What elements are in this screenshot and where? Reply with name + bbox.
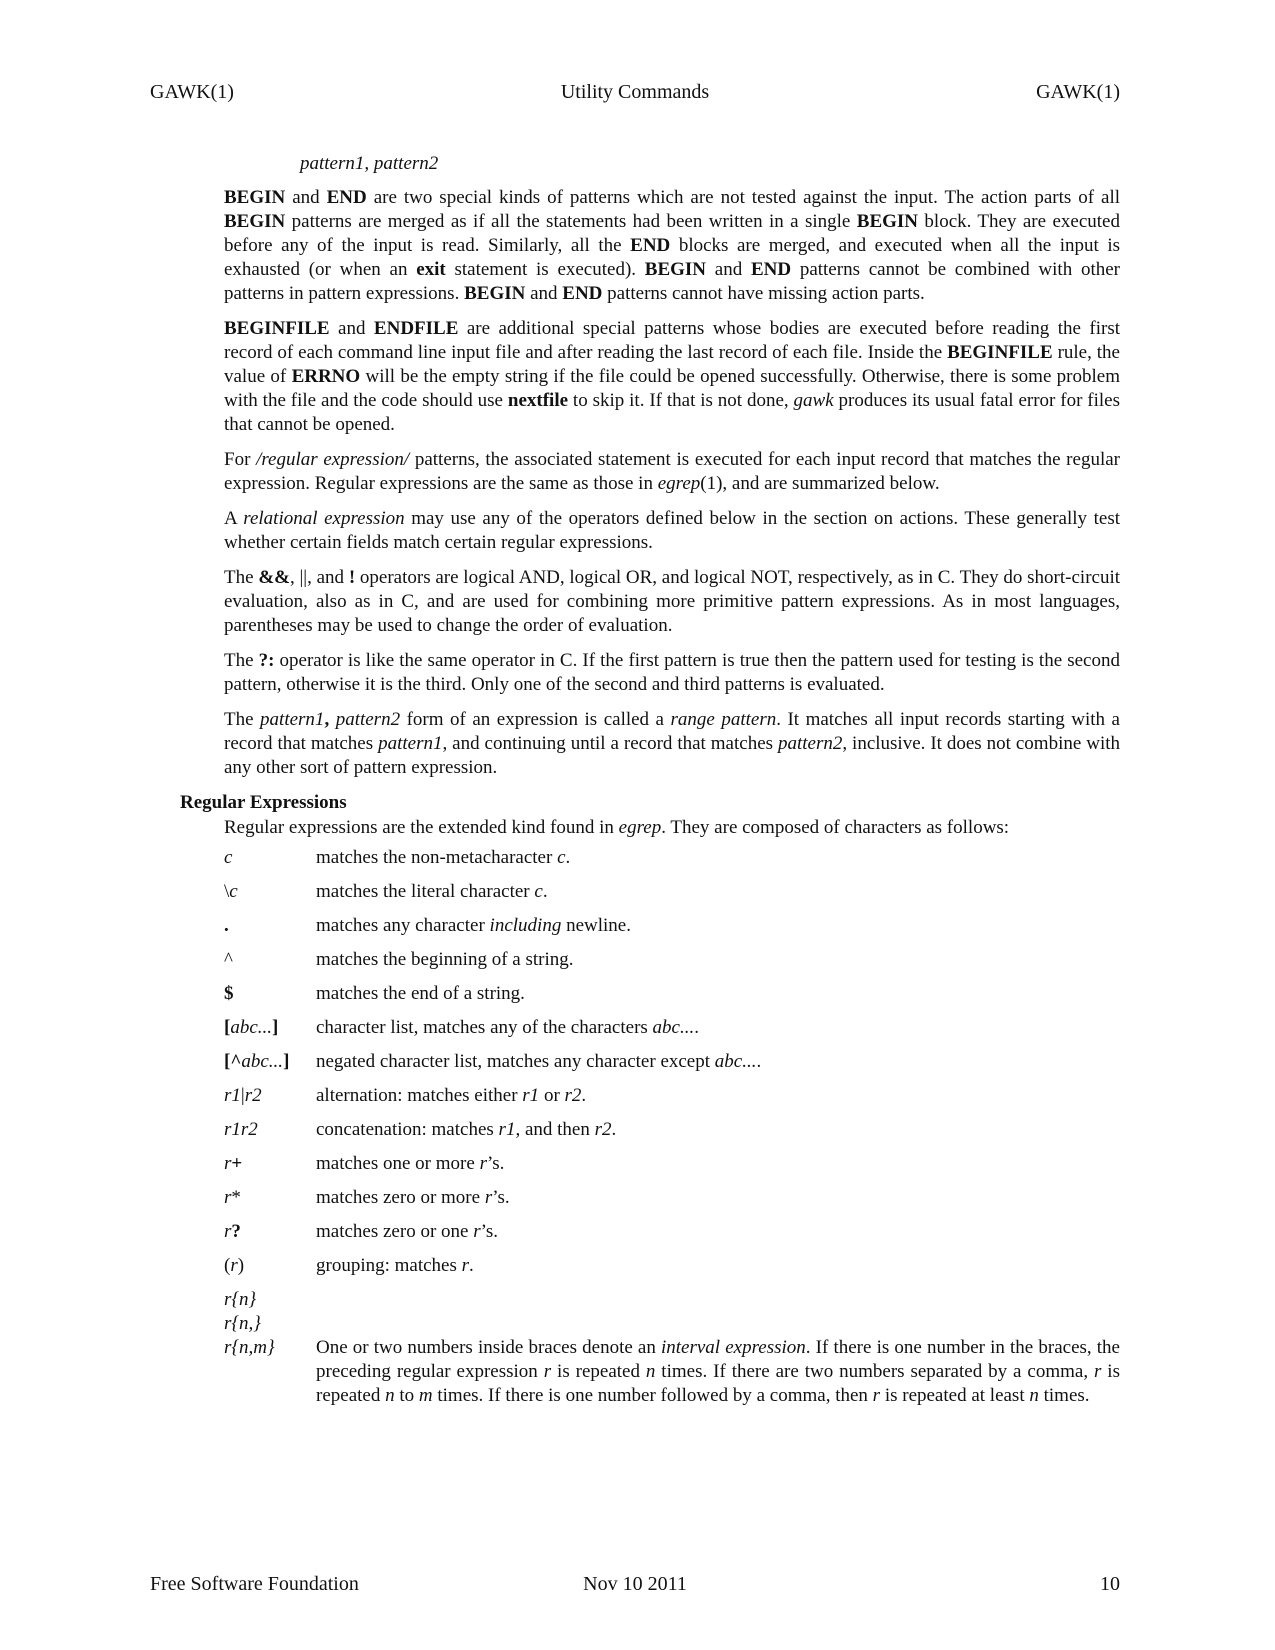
text: One or two numbers inside braces denote an (316, 1337, 661, 1358)
regex-key (224, 846, 316, 870)
text: matches the non-metacharacter (316, 847, 558, 868)
text-italic: r2 (564, 1085, 582, 1106)
regex-key-text: ^ (224, 949, 233, 970)
term-egrep: egrep (618, 817, 662, 838)
paragraph-relational-expression (224, 507, 1120, 555)
text: , (289, 567, 300, 588)
regex-row (224, 1050, 1120, 1074)
section-intro (224, 816, 1120, 840)
page-footer (150, 1572, 1120, 1598)
text-italic: n (385, 1385, 395, 1406)
term-gawk: gawk (793, 390, 834, 411)
paragraph-begin-end (224, 186, 1120, 306)
text: For (224, 449, 257, 470)
regex-row (224, 1220, 1120, 1244)
term-end: END (562, 283, 603, 304)
regex-key-text: abc... (241, 1051, 284, 1072)
text: . (581, 1085, 587, 1106)
regex-key (224, 880, 316, 904)
regex-key (224, 948, 316, 972)
text: block. They are executed before any of the input is read. Similarly, all the (224, 211, 1120, 256)
paragraph-range-pattern (224, 708, 1120, 780)
text: matches the beginning of a string. (316, 949, 574, 970)
regex-row (224, 846, 1120, 870)
regex-key-text: r{n,m} (224, 1337, 275, 1358)
regex-row-interval (224, 1288, 1120, 1408)
text: patterns cannot have missing action parts. (602, 283, 925, 304)
regex-key-text: * (231, 1187, 241, 1208)
regex-key-text: c (229, 881, 238, 902)
regex-desc (316, 1118, 1120, 1142)
regex-key-text: r{n} (224, 1289, 257, 1310)
text: The (224, 650, 259, 671)
text-italic: r (872, 1385, 881, 1406)
text: patterns, the associated statement is executed for each input record that matches the regular expression. Regular expressions are the same as those in (224, 449, 1120, 494)
text: times. (1038, 1385, 1090, 1406)
regex-key (224, 1084, 316, 1108)
regex-key-text: ( (224, 1255, 231, 1276)
term-begin: BEGIN (856, 211, 919, 232)
regex-key-text: [ (224, 1017, 231, 1038)
text: matches one or more (316, 1153, 480, 1174)
regex-row (224, 1254, 1120, 1278)
term-end: END (750, 259, 792, 280)
term-pattern2: pattern2 (777, 733, 843, 754)
regex-key-text: . (224, 915, 229, 936)
regex-key-text: r2 (244, 1085, 262, 1106)
text-italic: r1 (498, 1119, 516, 1140)
term-range-pattern: range pattern (670, 709, 777, 730)
text-italic: r (1093, 1361, 1102, 1382)
header-right: GAWK(1) (1036, 81, 1120, 103)
term-exit: exit (416, 259, 446, 280)
paragraph-beginfile-endfile (224, 317, 1120, 437)
text-italic: r (543, 1361, 552, 1382)
text: Regular expressions are the extended kind found in (224, 817, 619, 838)
text: A (224, 508, 244, 529)
term-regular-expression: /regular expression/ (256, 449, 410, 470)
regex-key (224, 1312, 1120, 1336)
regex-key-text: r1 (224, 1085, 241, 1106)
regex-key-text: r (224, 1187, 232, 1208)
paragraph-logical-operators (224, 566, 1120, 638)
text: , inclusive. It does not combine with any other sort of pattern expression. (224, 733, 1121, 778)
regex-row (224, 1118, 1120, 1142)
text-italic: r (461, 1255, 470, 1276)
term-pattern2: pattern2 (335, 709, 401, 730)
text: . (542, 881, 548, 902)
text: statement is executed). (445, 259, 645, 280)
regex-key-text: r1r2 (224, 1119, 258, 1140)
term-begin: BEGIN (224, 187, 286, 208)
regex-key-text: r (224, 1153, 232, 1174)
text: rule, the value of (224, 342, 1120, 387)
regex-row (224, 914, 1120, 938)
text: The (224, 709, 261, 730)
text: . (469, 1255, 474, 1276)
text: operator is like the same operator in C. If the first pattern is true then the pattern used for testing is the second pattern, otherwise it is the third. Only one of the second and third patterns is evaluated. (224, 650, 1120, 695)
regex-key-text: [^ (224, 1051, 242, 1072)
term-beginfile: BEGINFILE (947, 342, 1053, 363)
text: to (394, 1385, 419, 1406)
text: produces its usual fatal error for files that cannot be opened. (224, 390, 1120, 435)
text: , and (307, 567, 349, 588)
regex-desc (316, 1220, 1120, 1244)
header-title: Utility Commands (560, 81, 710, 103)
regex-desc (316, 1050, 1120, 1074)
regex-row (224, 1186, 1120, 1210)
term-pattern1: pattern1 (260, 709, 325, 730)
text: . It matches all input records starting with a record that matches (224, 709, 1120, 754)
text: . (694, 1017, 699, 1038)
term-pattern1: pattern1 (378, 733, 443, 754)
text: and (706, 259, 751, 280)
term-end: END (630, 235, 671, 256)
regex-key-text: ) (237, 1255, 245, 1276)
text: and (525, 283, 563, 304)
term-begin: BEGIN (644, 259, 707, 280)
regex-row (224, 948, 1120, 972)
regex-key (224, 1152, 316, 1176)
regex-key (224, 1288, 1120, 1312)
text-italic: c (534, 881, 543, 902)
text: negated character list, matches any character except (316, 1051, 715, 1072)
page-body (180, 152, 1121, 1408)
regex-key (224, 1254, 316, 1278)
regex-key (224, 1220, 316, 1244)
text: matches any character (316, 915, 490, 936)
regex-row (224, 982, 1120, 1006)
text: grouping: matches (316, 1255, 462, 1276)
text: . If there is one number in the braces, the preceding regular expression (316, 1337, 1120, 1382)
section-heading-regular-expressions: Regular Expressions (180, 792, 347, 813)
regex-row (224, 880, 1120, 904)
regex-desc (316, 1186, 1120, 1210)
text: ’s. (486, 1153, 505, 1174)
term-relational-expression: relational expression (243, 508, 405, 529)
paragraph-ternary-operator (224, 649, 1120, 697)
text: and (329, 318, 374, 339)
text-italic: r (484, 1187, 493, 1208)
text-italic: r2 (594, 1119, 612, 1140)
term-nextfile: nextfile (507, 390, 569, 411)
text-italic: r (473, 1221, 481, 1242)
text: patterns are merged as if all the statements had been written in a single (285, 211, 857, 232)
regex-key (224, 1016, 316, 1040)
regex-key-text: \ (224, 881, 230, 902)
page-number: 10 (1100, 1573, 1120, 1595)
text-italic: n (1029, 1385, 1039, 1406)
regex-key-text: $ (224, 983, 234, 1004)
text-italic: abc... (652, 1017, 695, 1038)
footer-date: Nov 10 2011 (583, 1573, 687, 1595)
text: and (285, 187, 327, 208)
text: to skip it. If that is not done, (568, 390, 794, 411)
regex-desc (316, 982, 1120, 1006)
footer-publisher: Free Software Foundation (150, 1573, 359, 1595)
text: concatenation: matches (316, 1119, 499, 1140)
text: . (611, 1119, 617, 1140)
text-italic: abc... (714, 1051, 757, 1072)
regex-key (224, 914, 316, 938)
regex-key-text: | (240, 1085, 245, 1106)
operator-ternary: ?: (258, 650, 275, 671)
regex-desc (316, 1084, 1120, 1108)
range-pattern-line: pattern1, pattern2 (300, 153, 439, 174)
text: matches zero or more (316, 1187, 485, 1208)
regex-key-text: r (230, 1255, 238, 1276)
regex-desc (316, 1152, 1120, 1176)
text: character list, matches any of the characters (316, 1017, 653, 1038)
operator-not: ! (348, 567, 356, 588)
text: is repeated at least (880, 1385, 1030, 1406)
regex-key (224, 1118, 316, 1142)
term-errno: ERRNO (291, 366, 361, 387)
text: is repeated (551, 1361, 646, 1382)
regex-key-text: ] (283, 1051, 290, 1072)
regex-desc (316, 846, 1120, 870)
regex-key-text: ] (272, 1017, 279, 1038)
text: or (539, 1085, 565, 1106)
text: matches the literal character (316, 881, 535, 902)
regex-desc (316, 1336, 1120, 1408)
text: (1), and are summarized below. (700, 473, 940, 494)
text: is repeated (316, 1361, 1120, 1406)
regex-row (224, 1084, 1120, 1108)
text: , and then (515, 1119, 595, 1140)
text-italic: c (557, 847, 566, 868)
page-header (150, 80, 1120, 106)
text: will be the empty string if the file could be opened successfully. Otherwise, there is some problem with the file and the code should use (224, 366, 1120, 411)
text: ’s. (480, 1221, 499, 1242)
text: . (565, 847, 571, 868)
text: may use any of the operators defined below in the section on actions. These generally test whether certain fields match certain regular expressions. (224, 508, 1120, 553)
text-italic: including (489, 915, 562, 936)
text-italic: r (479, 1153, 487, 1174)
regex-key (224, 1186, 316, 1210)
header-left: GAWK(1) (150, 81, 234, 103)
text-italic: r1 (522, 1085, 540, 1106)
regex-key-text: c (224, 847, 233, 868)
regex-desc (316, 914, 1120, 938)
regex-definition-list (224, 846, 1120, 1408)
text: . They are composed of characters as follows: (661, 817, 1010, 838)
text: newline. (561, 915, 631, 936)
text: ’s. (492, 1187, 510, 1208)
regex-key-text: abc... (230, 1017, 273, 1038)
text: times. If there are two numbers separated by a comma, (655, 1361, 1094, 1382)
regex-row (224, 1016, 1120, 1040)
text: are additional special patterns whose bodies are executed before reading the first record of each command line input file and after reading the last record of each file. Inside the (224, 318, 1120, 363)
regex-key-text: + (231, 1153, 243, 1174)
text: blocks are merged, and executed when all the input is exhausted (or when an (224, 235, 1120, 280)
text: matches the end of a string. (316, 983, 525, 1004)
text-italic: interval expression (660, 1337, 806, 1358)
regex-desc (316, 1254, 1120, 1278)
term-end: END (326, 187, 367, 208)
text: are two special kinds of patterns which are not tested against the input. The action parts of all (366, 187, 1120, 208)
regex-interval-block (224, 1336, 1120, 1408)
term-begin: BEGIN (224, 211, 286, 232)
term-begin: BEGIN (464, 283, 526, 304)
text: The (224, 567, 259, 588)
text: matches zero or one (316, 1221, 474, 1242)
text-italic: n (645, 1361, 656, 1382)
term-endfile: ENDFILE (373, 318, 459, 339)
regex-desc (316, 1016, 1120, 1040)
regex-key-text: r (224, 1221, 232, 1242)
regex-key-text: ? (231, 1221, 241, 1242)
operator-or: || (299, 567, 308, 588)
operator-and: && (258, 567, 290, 588)
comma: , (324, 709, 336, 730)
term-beginfile: BEGINFILE (224, 318, 330, 339)
text: alternation: matches either (316, 1085, 523, 1106)
term-egrep: egrep (657, 473, 701, 494)
regex-key-text: r{n,} (224, 1313, 261, 1334)
text: times. If there is one number followed by a comma, then (432, 1385, 873, 1406)
regex-key (224, 1336, 316, 1360)
text: form of an expression is called a (400, 709, 671, 730)
text: . (756, 1051, 762, 1072)
text: operators are logical AND, logical OR, and logical NOT, respectively, as in C. They do short-circuit evaluation, also as in C, and are used for combining more primitive pattern expressions. As in most languages, parentheses may be used to change the order of evaluation. (224, 567, 1121, 636)
regex-row (224, 1152, 1120, 1176)
text: patterns cannot be combined with other patterns in pattern expressions. (224, 259, 1120, 304)
regex-key (224, 982, 316, 1006)
paragraph-regex-patterns (224, 448, 1120, 496)
regex-key (224, 1050, 316, 1074)
text: , and continuing until a record that matches (442, 733, 778, 754)
text-italic: m (418, 1385, 433, 1406)
regex-desc (316, 948, 1120, 972)
regex-desc (316, 880, 1120, 904)
